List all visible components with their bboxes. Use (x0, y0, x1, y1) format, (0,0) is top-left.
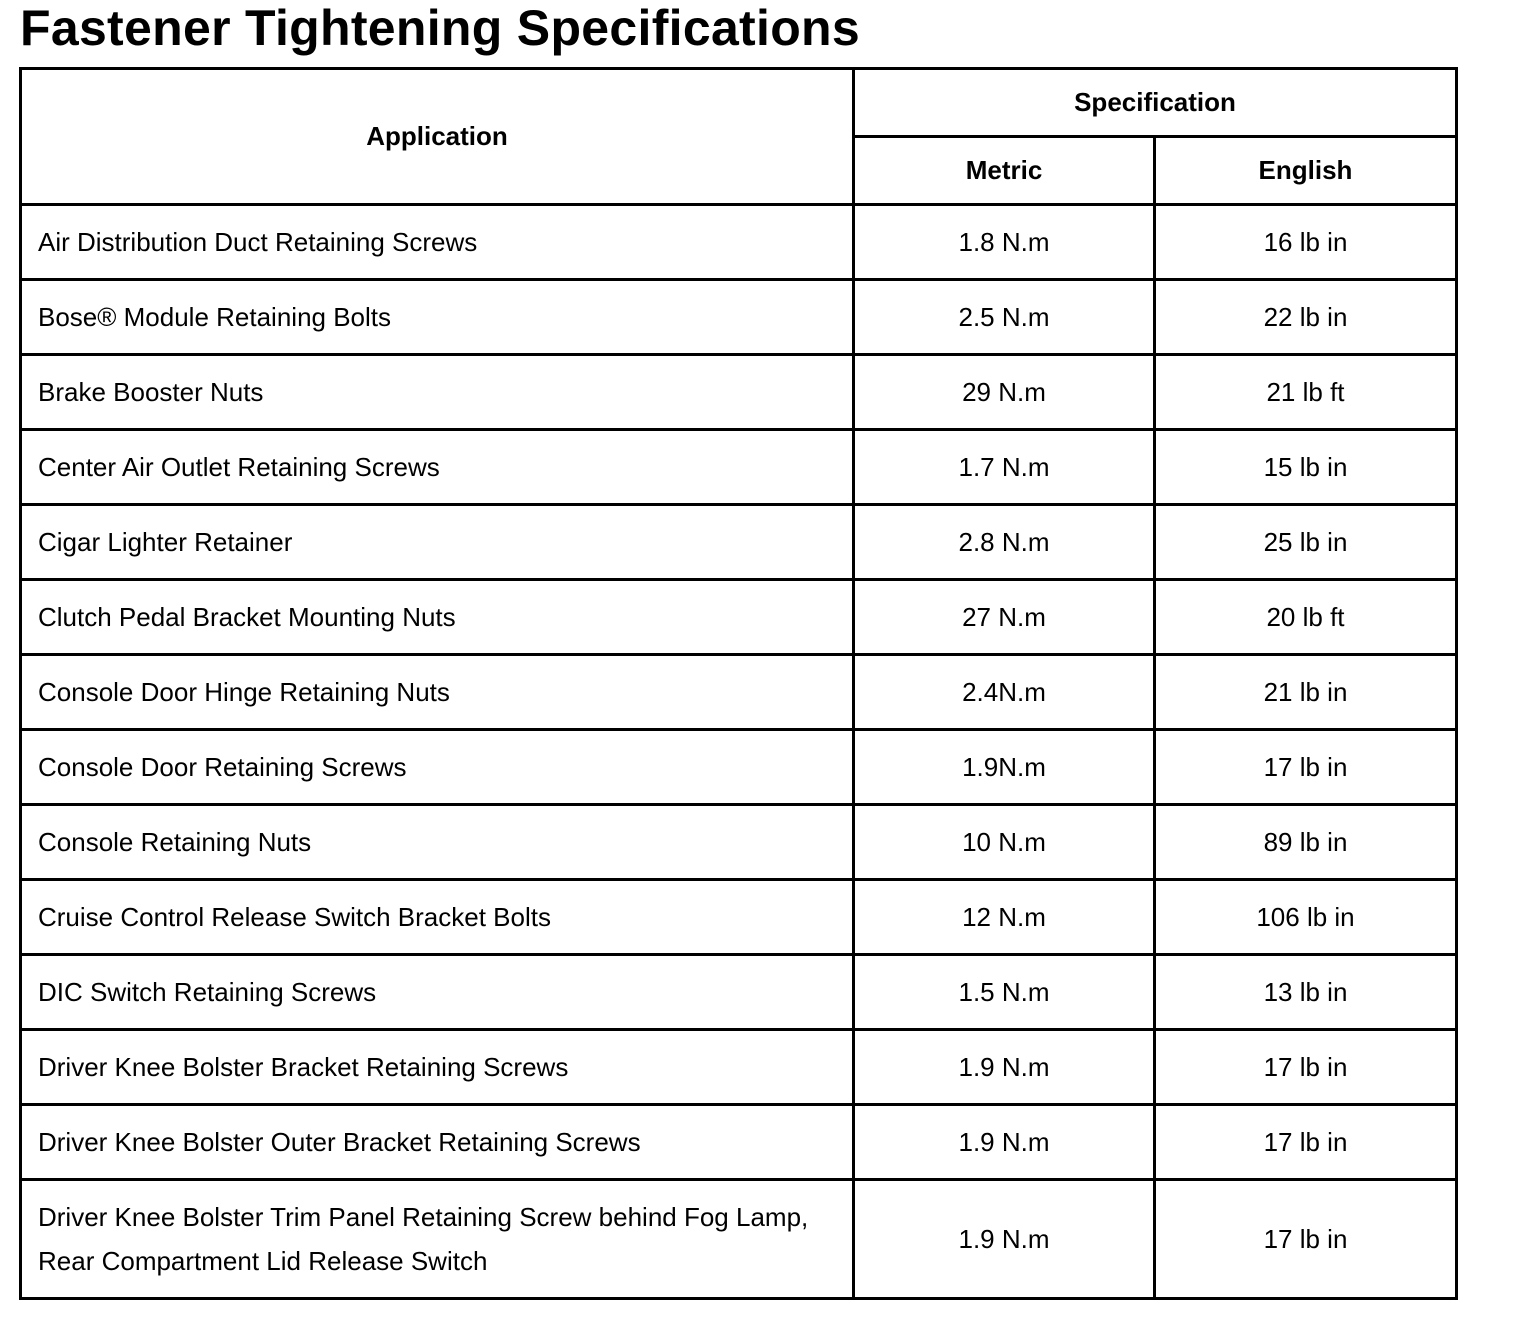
metric-cell: 12 N.m (854, 880, 1155, 955)
metric-cell: 29 N.m (854, 355, 1155, 430)
metric-cell: 1.5 N.m (854, 955, 1155, 1030)
table-body (21, 205, 1457, 1299)
metric-cell: 27 N.m (854, 580, 1155, 655)
english-cell: 106 lb in (1155, 880, 1457, 955)
english-cell: 20 lb ft (1155, 580, 1457, 655)
english-cell: 17 lb in (1155, 1180, 1457, 1299)
application-cell: Driver Knee Bolster Bracket Retaining Screws (21, 1030, 854, 1105)
table-row (21, 505, 1457, 580)
metric-cell: 1.8 N.m (854, 205, 1155, 280)
application-cell: Cigar Lighter Retainer (21, 505, 854, 580)
metric-cell: 1.9 N.m (854, 1105, 1155, 1180)
metric-cell: 1.9N.m (854, 730, 1155, 805)
application-column-header: Application (21, 69, 854, 205)
application-cell: Console Retaining Nuts (21, 805, 854, 880)
table-row (21, 280, 1457, 355)
english-cell: 17 lb in (1155, 730, 1457, 805)
specification-column-header: Specification (854, 69, 1457, 137)
metric-cell: 10 N.m (854, 805, 1155, 880)
english-cell: 13 lb in (1155, 955, 1457, 1030)
table-header (21, 69, 1457, 205)
table-row (21, 430, 1457, 505)
metric-cell: 1.9 N.m (854, 1180, 1155, 1299)
metric-cell: 1.9 N.m (854, 1030, 1155, 1105)
english-column-header: English (1155, 137, 1457, 205)
table-row (21, 1180, 1457, 1299)
table-row (21, 580, 1457, 655)
table-row (21, 955, 1457, 1030)
english-cell: 17 lb in (1155, 1030, 1457, 1105)
metric-cell: 1.7 N.m (854, 430, 1155, 505)
table-row (21, 655, 1457, 730)
application-cell: Air Distribution Duct Retaining Screws (21, 205, 854, 280)
application-cell: Driver Knee Bolster Outer Bracket Retaining Screws (21, 1105, 854, 1180)
application-cell: Bose® Module Retaining Bolts (21, 280, 854, 355)
english-cell: 22 lb in (1155, 280, 1457, 355)
metric-cell: 2.8 N.m (854, 505, 1155, 580)
table-row (21, 805, 1457, 880)
application-cell: Brake Booster Nuts (21, 355, 854, 430)
application-cell: Center Air Outlet Retaining Screws (21, 430, 854, 505)
english-cell: 17 lb in (1155, 1105, 1457, 1180)
table-row (21, 355, 1457, 430)
english-cell: 15 lb in (1155, 430, 1457, 505)
english-cell: 21 lb in (1155, 655, 1457, 730)
page-title: Fastener Tightening Specifications (20, 0, 860, 56)
metric-cell: 2.4N.m (854, 655, 1155, 730)
table-row (21, 730, 1457, 805)
table-row (21, 1105, 1457, 1180)
metric-column-header: Metric (854, 137, 1155, 205)
english-cell: 16 lb in (1155, 205, 1457, 280)
application-cell: DIC Switch Retaining Screws (21, 955, 854, 1030)
fastener-spec-table (19, 67, 1458, 1300)
table-row (21, 880, 1457, 955)
application-cell: Console Door Retaining Screws (21, 730, 854, 805)
english-cell: 25 lb in (1155, 505, 1457, 580)
application-cell: Cruise Control Release Switch Bracket Bolts (21, 880, 854, 955)
english-cell: 89 lb in (1155, 805, 1457, 880)
english-cell: 21 lb ft (1155, 355, 1457, 430)
application-cell: Console Door Hinge Retaining Nuts (21, 655, 854, 730)
table-row (21, 1030, 1457, 1105)
table-row (21, 205, 1457, 280)
application-cell: Clutch Pedal Bracket Mounting Nuts (21, 580, 854, 655)
application-cell: Driver Knee Bolster Trim Panel Retaining Screw behind Fog Lamp, Rear Compartment Lid Release Switch (21, 1180, 854, 1299)
metric-cell: 2.5 N.m (854, 280, 1155, 355)
